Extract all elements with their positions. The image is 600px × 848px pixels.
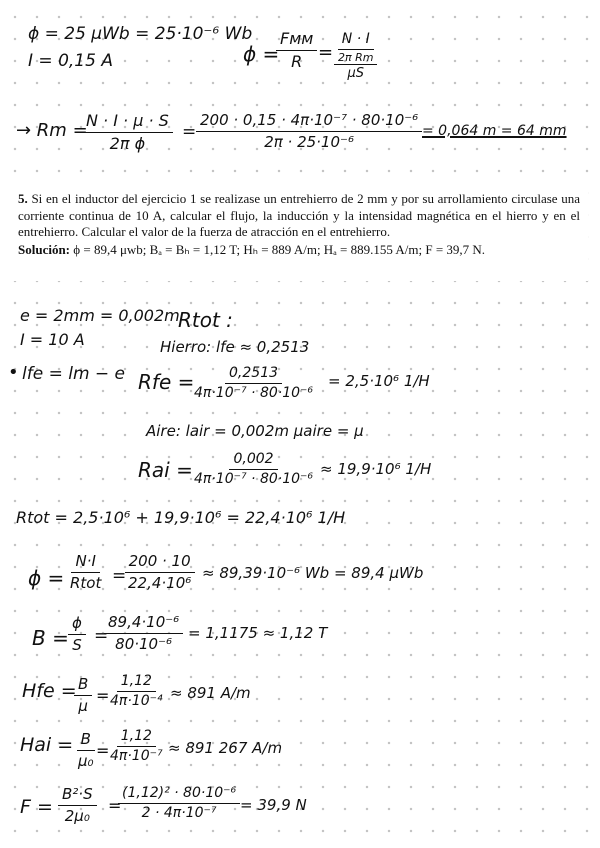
rfe-fraction [190, 366, 317, 402]
rai-fraction [190, 452, 317, 488]
solution-label: Solución: [18, 241, 71, 257]
rai-result: ≈ 19,9·10⁶ 1/H [320, 460, 432, 478]
flux-f2-num: 200 · 10 [125, 553, 195, 573]
force-label: F = [20, 796, 53, 818]
problem-number: 5. [18, 191, 28, 206]
hai-fraction-1 [74, 731, 98, 769]
flux-ratio-num: N · I [338, 32, 374, 50]
flux-f2-den: 22,4·10⁶ [128, 573, 192, 592]
rm-fraction-1 [82, 112, 173, 152]
flux-label: ϕ = [28, 566, 65, 590]
rm-fraction-2-num: 200 · 0,15 · 4π·10⁻⁷ · 80·10⁻⁶ [196, 112, 422, 132]
solution-text: ϕ = 89,4 μwb; Bₐ = Bₕ = 1,12 T; Hₕ = 889 A/m; Hₐ = 889.155 A/m; F = 39,7 N. [73, 241, 486, 257]
rm-fraction-1-num: N · I · μ · S [82, 112, 173, 133]
flux-ratio-den-bottom: μS [347, 66, 364, 82]
rm-result: = 0,064 m = 64 mm [422, 123, 567, 139]
force-f1-num: B²·S [58, 786, 97, 806]
b-fraction-1 [68, 615, 86, 653]
hfe-eq: = [96, 686, 110, 705]
flux-f1-num: N·I [71, 553, 99, 573]
flux-fraction-num: Fмм [276, 30, 317, 51]
hai-fraction-2 [106, 729, 167, 765]
force-eq: = [108, 796, 122, 815]
hfe-label: Hfe = [22, 680, 77, 702]
problem-text: Si en el inductor del ejercicio 1 se realizase un entrehierro de 2 mm y por su arrollamiento circulase una corriente continua de 10 A, calcular el flujo, la inducción y la intensidad magnética en el hierro y en el entrehierro. Calcular el valor de la fuerza de atracción en el entrehierro. [18, 191, 580, 239]
rm-fraction-2-den: 2π · 25·10⁻⁶ [264, 132, 354, 151]
rai-label: Rai = [138, 458, 193, 482]
force-fraction-1 [58, 786, 97, 824]
force-f2-den: 2 · 4π·10⁻⁷ [141, 805, 217, 822]
hfe-f1-den: μ [78, 696, 88, 715]
rfe-label: Rfe = [138, 370, 195, 394]
given-current: I = 0,15 A [28, 51, 113, 71]
b-f2-num: 89,4·10⁻⁶ [104, 614, 183, 634]
rfe-den: 4π·10⁻⁷ · 80·10⁻⁶ [194, 385, 314, 402]
flux-formula-label: ϕ = [243, 42, 280, 66]
flux-fraction-2 [124, 553, 195, 591]
hai-eq: = [96, 741, 110, 760]
given-flux: ϕ = 25 μWb = 25·10⁻⁶ Wb [28, 24, 253, 44]
flux-fraction-1 [66, 553, 105, 591]
hai-f1-num: B [77, 731, 95, 751]
b-fraction-2 [104, 614, 183, 652]
hai-result: ≈ 891 267 A/m [168, 739, 283, 757]
flux-fraction [276, 30, 317, 70]
force-result: = 39,9 N [240, 796, 307, 814]
b-f1-num: ϕ [68, 615, 86, 635]
flux-eq: = [112, 566, 127, 586]
rtot-sum: Rtot = 2,5·10⁶ + 19,9·10⁶ = 22,4·10⁶ 1/H [16, 508, 346, 527]
hfe-f1-num: B [74, 676, 92, 696]
aire-length: Aire: lair = 0,002m μaire = μ [146, 422, 364, 440]
rai-num: 0,002 [229, 452, 277, 470]
force-f2-num: (1,12)² · 80·10⁻⁶ [118, 786, 240, 804]
rm-fraction-2 [196, 112, 422, 150]
flux-eq-sign: = [318, 42, 334, 63]
hai-f1-den: μ₀ [78, 751, 94, 770]
b-f2-den: 80·10⁻⁶ [115, 634, 173, 653]
flux-ratio-fraction [334, 32, 377, 82]
b-f1-den: S [72, 635, 82, 654]
flux-fraction-den: R [291, 51, 303, 71]
solution-line [18, 242, 580, 259]
bullet: • [8, 362, 19, 383]
current-value: I = 10 A [20, 330, 85, 349]
hfe-f2-den: 4π·10⁻⁴ [110, 693, 163, 710]
force-f1-den: 2μ₀ [64, 806, 90, 825]
hai-f2-num: 1,12 [117, 729, 156, 747]
rfe-num: 0,2513 [225, 366, 282, 384]
problem-paragraph [18, 191, 580, 241]
hfe-fraction-2 [106, 674, 167, 710]
rfe-result: = 2,5·10⁶ 1/H [328, 372, 430, 390]
problem-statement-block [6, 187, 588, 281]
hfe-fraction-1 [74, 676, 92, 714]
rm-lead: → Rm = [16, 120, 88, 141]
flux-f1-den: Rtot [70, 573, 102, 592]
rm-fraction-1-den: 2π ϕ [109, 133, 146, 153]
gap-length: e = 2mm = 0,002m [20, 306, 180, 325]
lfe-definition: lfe = lm − e [22, 364, 126, 384]
b-eq: = [94, 626, 109, 646]
b-label: B = [32, 626, 69, 650]
rm-eq-sign: = [182, 122, 197, 142]
flux-result: ≈ 89,39·10⁻⁶ Wb = 89,4 μWb [202, 564, 424, 582]
hierro-length: Hierro: lfe ≈ 0,2513 [160, 338, 310, 356]
flux-ratio-den-top: 2π Rm [334, 50, 377, 65]
hfe-f2-num: 1,12 [117, 674, 156, 692]
force-fraction-2 [118, 786, 240, 822]
hai-f2-den: 4π·10⁻⁷ [110, 748, 163, 765]
rtot-heading: Rtot : [178, 308, 233, 332]
hai-label: Hai = [20, 734, 74, 756]
b-result: = 1,1175 ≈ 1,12 T [188, 624, 328, 642]
hfe-result: ≈ 891 A/m [170, 684, 251, 702]
rai-den: 4π·10⁻⁷ · 80·10⁻⁶ [194, 471, 314, 488]
